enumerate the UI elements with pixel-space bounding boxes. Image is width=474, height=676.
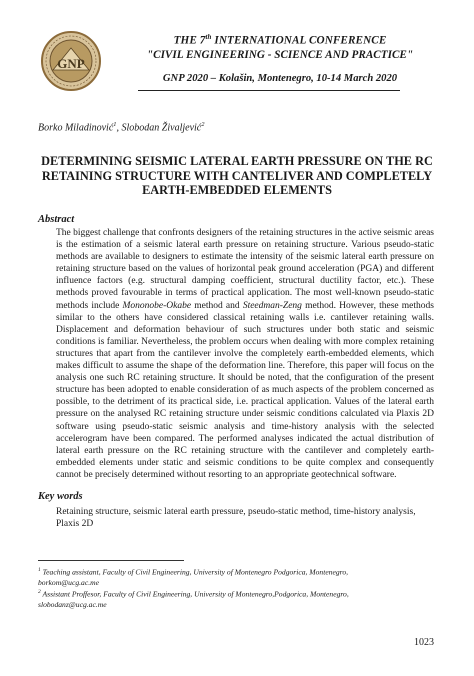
- conference-title-suffix: INTERNATIONAL CONFERENCE: [211, 34, 387, 47]
- footnote-2-affiliation: Assistant Proffesor, Faculty of Civil Engineering, University of Montenegro,Podgorica, Montenegro,: [40, 589, 349, 599]
- conference-logo: [39, 30, 103, 92]
- page-number: 1023: [414, 637, 434, 648]
- header-rule: [138, 90, 400, 91]
- footnote-2-email: slobodanz@ucg.ac.me: [38, 599, 107, 609]
- conference-header: [110, 30, 450, 86]
- conference-title-prefix: THE 7: [173, 34, 206, 47]
- paper-title: DETERMINING SEISMIC LATERAL EARTH PRESSURE ON THE RC RETAINING STRUCTURE WITH CANTELIVER AND COMPLETELY EARTH-EMBEDDED ELEMENTS: [41, 154, 433, 198]
- footnote-1-affiliation: Teaching assistant, Faculty of Civil Engineering, University of Montenegro Podgorica, Montenegro,: [40, 567, 349, 577]
- author-1: Borko Miladinović: [38, 122, 114, 134]
- keywords-heading: Key words: [38, 491, 83, 502]
- abstract-method-2: Steedman-Zeng: [242, 300, 302, 311]
- conference-title-sup: th: [205, 33, 212, 41]
- conference-subtitle: "CIVIL ENGINEERING - SCIENCE AND PRACTICE": [146, 48, 414, 61]
- footnote-1-email: borkom@ucg.ac.me: [38, 577, 99, 587]
- footnote-1-mark: 1: [38, 567, 41, 573]
- abstract-method-1: Mononobe-Okabe: [122, 300, 192, 311]
- author-separator: ,: [116, 122, 122, 134]
- abstract-part-3: method. However, these methods similar to the others have considered classical retaining walls i.e. cantilever retaining walls. Displacement and deformation behaviour of such structures under both static and seismic conditions is familiar. Nevertheless, the problem occurs when dealing with more complex retaining structures that apart from the cantilever involve the completely earth-embedded elements, which makes difficult to assume the shape of the deformation line. Therefore, this paper will focus on the analysis one such RC retaining structure. It should be noted, that the configuration of the present structure has been adopted to enable consideration of as much aspects of the problem concerned as possible, to the detriment of its practical side, i.e. practical application. Values of the lateral earth pressure on the analysed RC retaining structure under seismic conditions calculated via Plaxis 2D software using pseudo-static seismic analysis and time-history analysis with the selected accelerogram have been compared. The performed analyses indicated the actual distribution of lateral earth pressure on the RC retaining structure with the cantilever and completely earth-embedded elements under static and seismic conditions to be quite complex and consequently cannot be precisely determined without resorting to an appropriate geotechnical software.: [56, 300, 434, 480]
- abstract-part-2: method and: [191, 300, 243, 311]
- abstract-body: [56, 227, 434, 481]
- conference-title-line: [110, 30, 450, 48]
- author-line: [38, 121, 204, 133]
- abstract-heading: Abstract: [38, 214, 75, 225]
- footnote-2-mark: 2: [38, 589, 41, 595]
- logo-text: GNP: [57, 56, 85, 71]
- keywords-text: Retaining structure, seismic lateral earth pressure, pseudo-static method, time-history analysis, Plaxis 2D: [56, 507, 416, 530]
- author-1-mark: 1: [113, 121, 117, 128]
- footnote-rule: [38, 560, 184, 561]
- conference-place-date: GNP 2020 – Kolašin, Montenegro, 10-14 March 2020: [162, 72, 398, 84]
- author-2: Slobodan Živaljević: [121, 122, 202, 134]
- abstract-part-1: The biggest challenge that confronts designers of the retaining structures in the active seismic areas is the estimation of a seismic lateral earth pressure on retaining structure. Various pseudo-static methods are available to designers to estimate the intensity of the seismic lateral earth pressure on retaining structure based on the values of horizontal peak ground acceleration (PGA) and different influence factors (e.g. structural damping coefficient, structural ductility factor, etc.). These methods proved favourable in terms of practical application. The most well-known pseudo-static methods include: [56, 228, 434, 311]
- footnote-1: [38, 565, 418, 588]
- footnote-2: [38, 587, 418, 610]
- author-2-mark: 2: [201, 121, 205, 128]
